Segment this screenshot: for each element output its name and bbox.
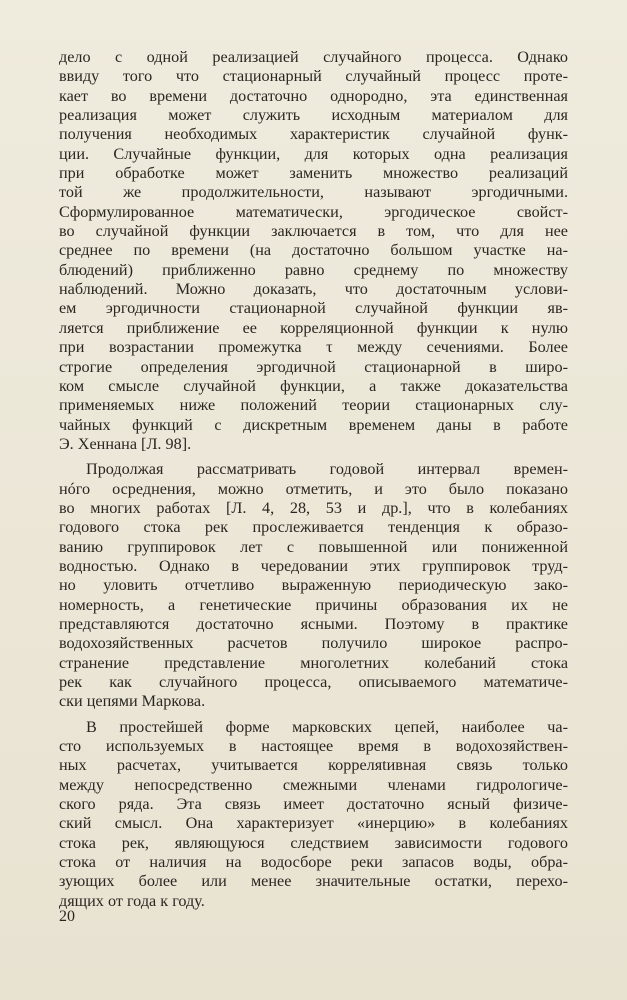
paragraph-2 — [59, 460, 568, 711]
text-line: блюдений) приближенно равно среднему по множеству — [59, 260, 568, 279]
paragraph-1 — [59, 48, 568, 454]
text-line: годового стока рек прослеживается тенденция к образо- — [59, 518, 568, 537]
text-line: сто используемых в настоящее время в водохозяйствен- — [59, 737, 568, 756]
text-line: дящих от года к году. — [59, 891, 205, 910]
text-line: среднее по времени (на достаточно большом участке на- — [59, 241, 568, 260]
text-line: Сформулированное математически, эргодическое свойст- — [59, 202, 568, 221]
text-line: ский смысл. Она характеризует «инерцию» в колебаниях — [59, 814, 568, 833]
text-line: дело с одной реализацией случайного процесса. Однако — [59, 48, 568, 66]
text-line: ляется приближение ее корреляционной функции к нулю — [59, 318, 568, 337]
text-line: строгие определения эргодичной стационарной в широ- — [59, 357, 568, 376]
text-line: но уловить отчетливо выраженную периодическую зако- — [59, 576, 568, 595]
body-text — [59, 48, 568, 917]
text-line: стока от наличия на водосборе реки запасов воды, обра- — [59, 853, 568, 872]
text-line: ввиду того что стационарный случайный процесс проте- — [59, 67, 568, 86]
text-line: ского ряда. Эта связь имеет достаточно ясный физиче- — [59, 795, 568, 814]
text-line: номерность, а генетические причины образования их не — [59, 595, 568, 614]
text-line: рек как случайного процесса, описываемого математиче- — [59, 673, 568, 691]
text-line: во случайной функции заключается в том, что для нее — [59, 222, 568, 241]
text-line: кает во времени достаточно однородно, эта единственная — [59, 86, 568, 105]
text-line: чайных функций с дискретным временем даны в работе — [59, 415, 568, 434]
text-line: представляются достаточно ясными. Поэтому в практике — [59, 614, 568, 633]
text-line: реализация может служить исходным материалом для — [59, 106, 568, 125]
text-line: при возрастании промежутка τ между сечениями. Более — [59, 338, 568, 357]
text-line: стока рек, являющуюся следствием зависимости годового — [59, 833, 568, 852]
text-line: нóго осреднения, можно отметить, и это было показано — [59, 479, 568, 498]
text-line: ем эргодичности стационарной случайной функции яв- — [59, 299, 568, 318]
page-number: 20 — [59, 908, 75, 925]
text-line: водностью. Однако в чередовании этих группировок труд- — [59, 556, 568, 575]
text-line: зующих более или менее значительные остатки, перехо- — [59, 872, 568, 891]
text-line: ных расчетах, учитывается корреляtивная связь только — [59, 756, 568, 775]
text-line: ски цепями Маркова. — [59, 692, 206, 711]
text-line: В простейшей форме марковских цепей, наиболее ча- — [86, 717, 568, 736]
text-line: водохозяйственных расчетов получило широкое распро- — [59, 634, 568, 653]
text-line: применяемых ниже положений теории стационарных слу- — [59, 396, 568, 415]
text-line: Продолжая рассматривать годовой интервал времен- — [86, 460, 568, 479]
text-line: ванию группировок лет с повышенной или пониженной — [59, 537, 568, 556]
text-line: между непосредственно смежными членами гидрологиче- — [59, 775, 568, 794]
text-line: при обработке может заменить множество реализаций — [59, 164, 568, 183]
text-line: странение представление многолетних колебаний стока — [59, 653, 568, 672]
text-line: получения необходимых характеристик случайной функ- — [59, 125, 568, 144]
text-line: наблюдений. Можно доказать, что достаточным услови- — [59, 280, 568, 299]
text-line: во многих работах [Л. 4, 28, 53 и др.], что в колебаниях — [59, 498, 568, 517]
text-line: ции. Случайные функции, для которых одна реализация — [59, 144, 568, 163]
text-line: Э. Хеннана [Л. 98]. — [59, 434, 192, 453]
paragraph-3 — [59, 718, 568, 911]
text-line: ком смысле случайной функции, а также доказательства — [59, 376, 568, 395]
text-line: той же продолжительности, называют эргодичными. — [59, 183, 568, 202]
